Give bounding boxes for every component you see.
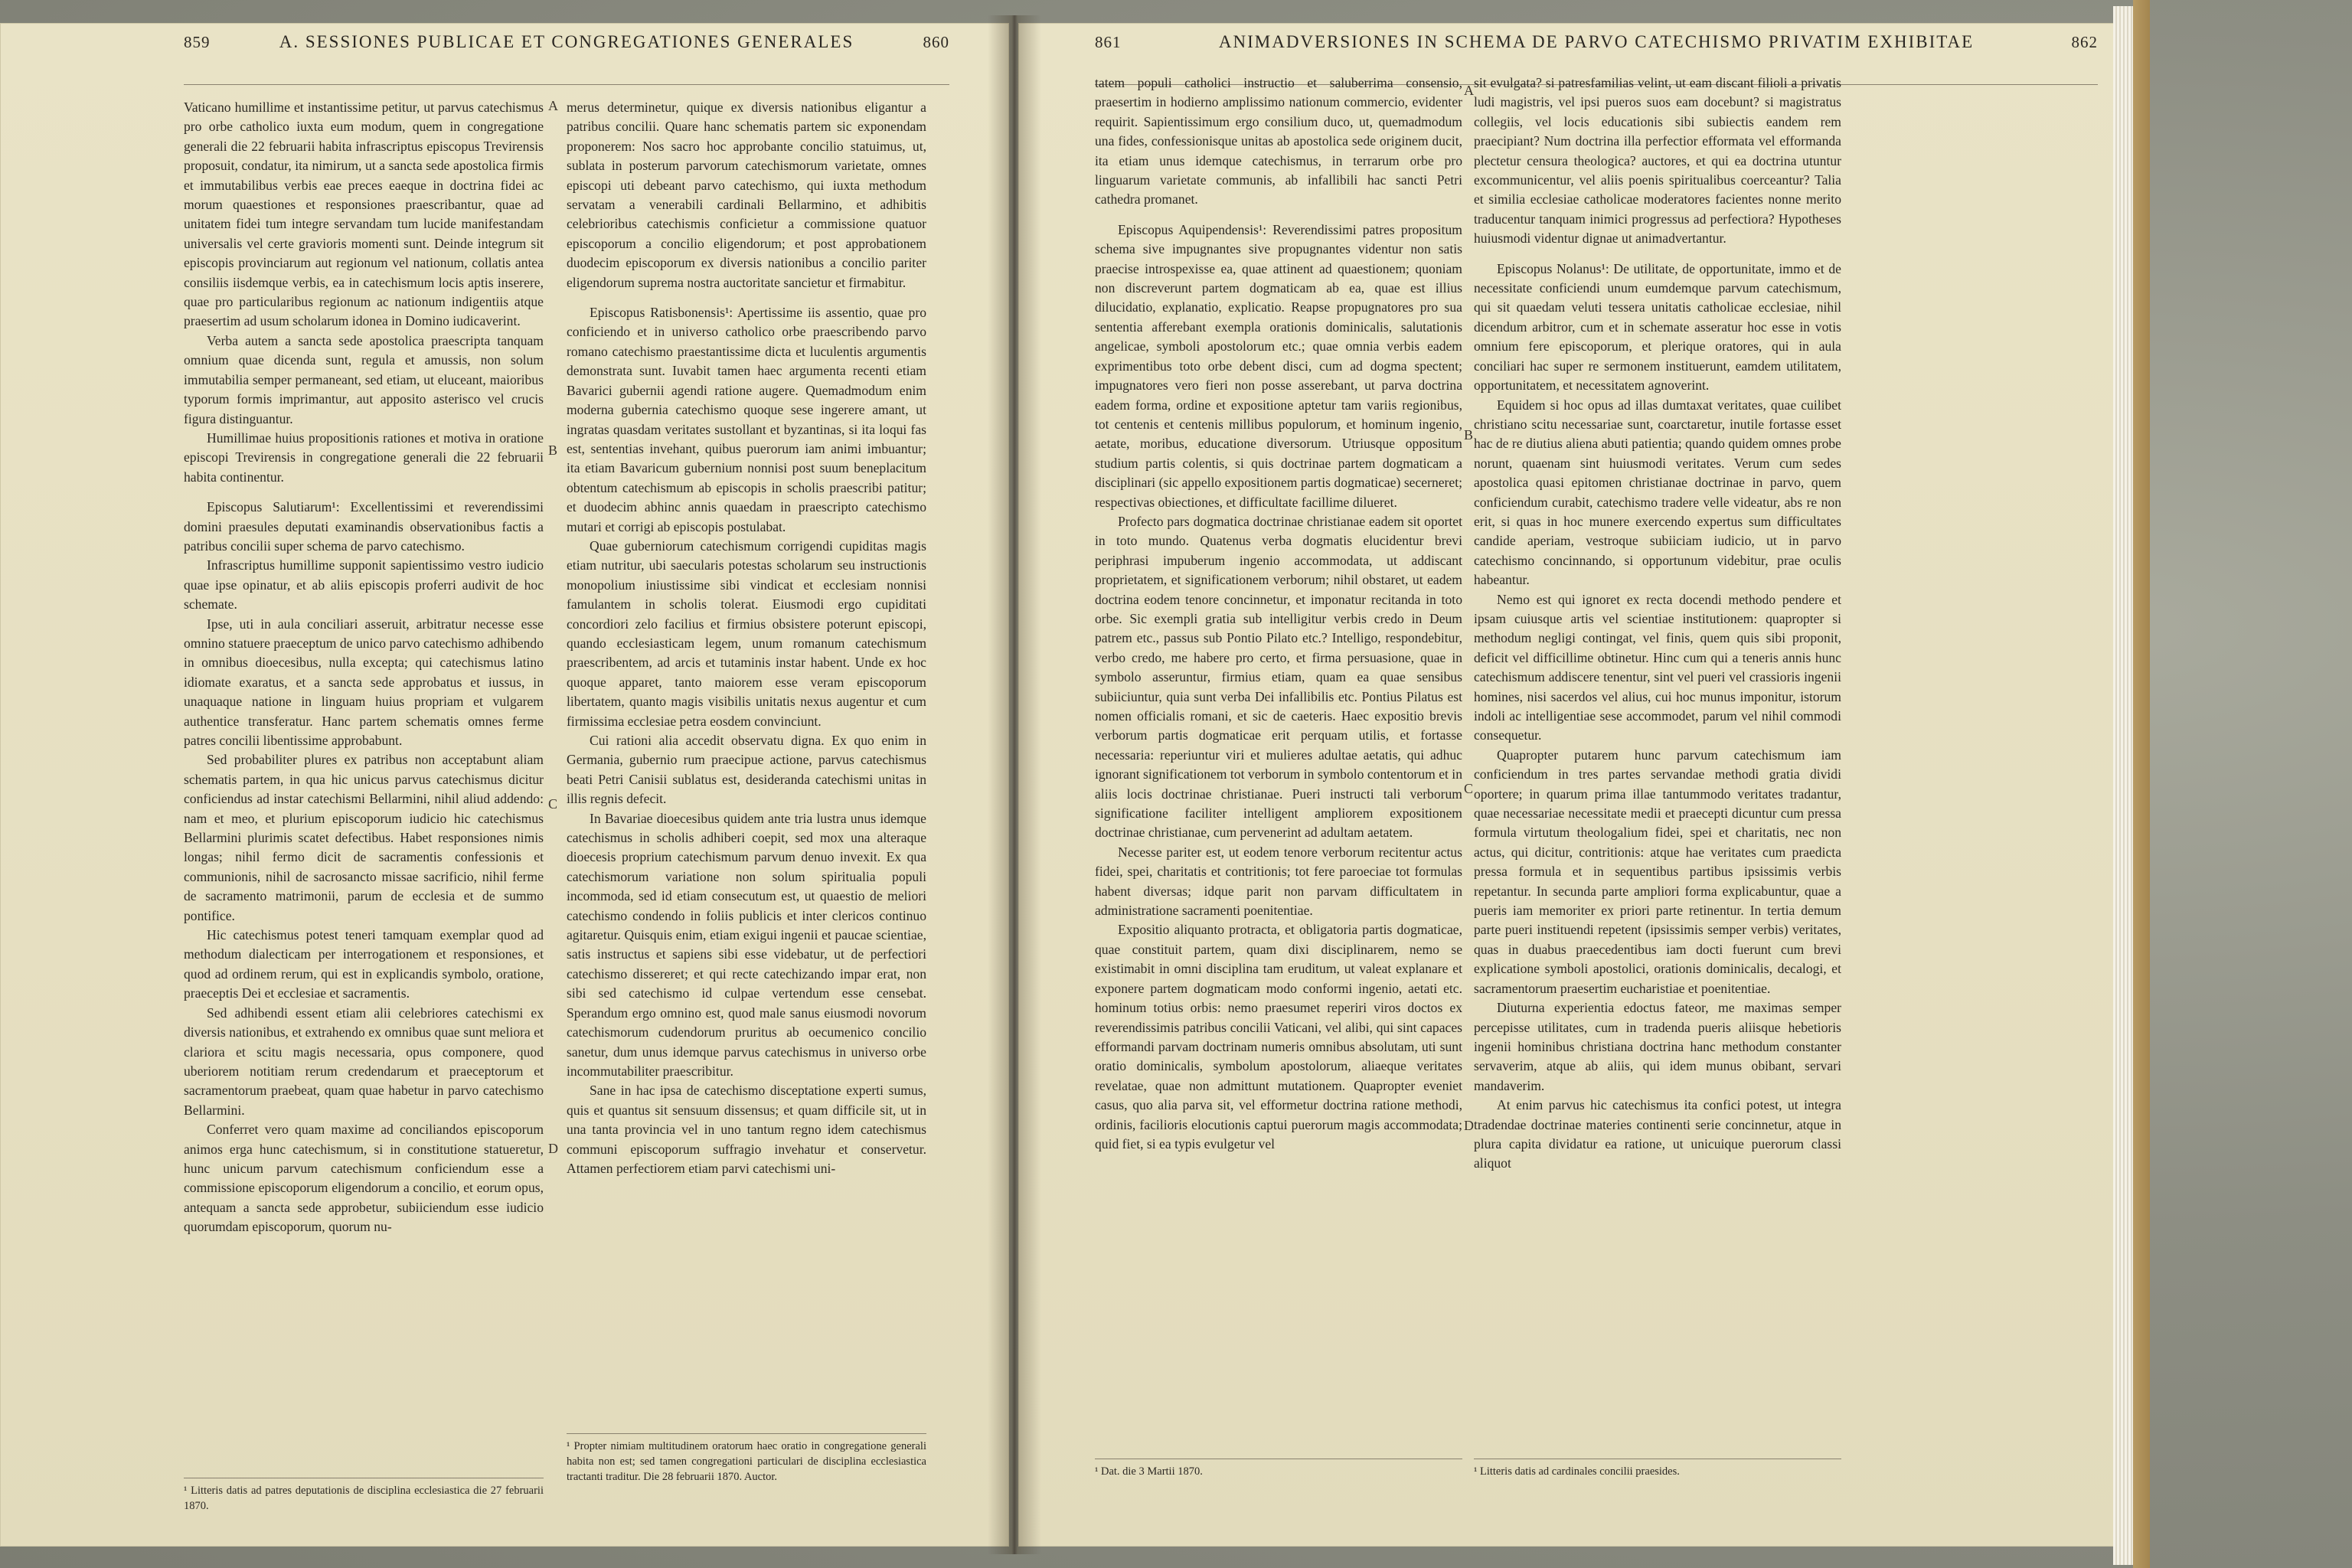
book-gutter bbox=[988, 15, 1041, 1554]
paragraph: Expositio aliquanto protracta, et obligatoria partis dogmaticae, quae constituit partem, quam dixi disciplinarem, nemo se existimabit in omni disciplina tam eruditum, ut valeat explanare et exponere partem dogmaticam modo conformi ingenio, aetati etc. hominum totius orbis: nemo praesumet reperiri viros doctos ex reverendissimis patribus concilii Vaticani, vel alibi, qui sint capaces efformandi parvam doctrinam numeris omnibus absolutam, uti sunt oratio dominicalis, symbolum apostolorum, aliaeque veritates revelatae, quae non admittunt mutationem. Quapropter eveniet casus, quo alia parva sit, vel efformetur doctrina ratione methodi, ordinis, facilioris elocutionis captui puerorum magis accommodata; quid fiet, si ea typis evulgetur vel bbox=[1095, 922, 1462, 1152]
text-column-2 bbox=[567, 98, 926, 1178]
footnote bbox=[1095, 1459, 1462, 1479]
text-column-3 bbox=[1095, 74, 1462, 1154]
paragraph: In Bavariae dioecesibus quidem ante tria lustra unus idemque catechismus in scholis adhiberi coepit, sed mox una alteraque dioecesis proprium catechismum parvum denuo invexit. Ex qua catechismorum variatione non solum spiritualia populi incommoda, sed id etiam consecutum est, ut quaestio de meliori catechismo condendo in foliis publicis et inter clericos continuo agitaretur. Quisquis enim, etiam exigui ingenii et paucae scientiae, satis instructus et sapiens sibi esse videbatur, ut de perfectiori catechismo dissereret; et qui recte catechizando impar erat, non sibi sed catechismo id culpae vertendum esse censebat. Sperandum ergo omnino est, quod male sanus eiusmodi novorum catechismorum cudendorum pruritus ab oecumenico concilio sanetur, dum unus idemque parvus catechismus in universo orbe incommutabiliter praescribitur. bbox=[567, 810, 926, 1079]
paragraph: Episcopus Aquipendensis¹: Reverendissimi patres propositum schema sive impugnantes sive propugnantes videntur non satis praecise introspexisse ea, quae attinent ad quaestionem; quoniam non discreverunt partem dogmaticam ab ea, quae est illius dilucidatio, explanatio, explicatio. Reapse propugnatores pro sua sententia afferebant exempla orationis dominicalis, salutationis angelicae, symboli apostolorum etc.; quae omnia verbis eadem exprimentibus toto orbe debent disci, cum ad dogma spectent; impugnatores vero fieri non posse asserebant, ut parva doctrina eadem forma, ordine et expositione aptetur tam variis regionibus, tot centenis et centenis millibus populorum, et hominum ingenio, aetate, moribus, educatione diversorum. Utriusque oppositum studium partis colentis, si quis doctrinae partem dogmaticam a disciplinari (sic appello expositionem partis dogmaticae) secerneret; respectivas obiectiones, et difficultate facillime dilueret. bbox=[1095, 221, 1462, 510]
margin-letter: C bbox=[548, 796, 558, 812]
paragraph: Ipse, uti in aula conciliari asseruit, arbitratur necesse esse omnino statuere praeceptum de unico parvo catechismo adhibendo in omnibus dioecesibus, nulla excepta; qui catechismus latino idiomate exaratus, et a sancta sede approbatus et iussus, in unaquaque natione in linguam huius propriam et vulgarem authentice transferatur. Hanc partem schematis omnes ferme patres concilii libentissime approbabunt. bbox=[184, 616, 544, 748]
paragraph: Cui rationi alia accedit observatu digna. Ex quo enim in Germania, gubernio rum praecipue actione, parvus catechismus beati Petri Canisii sublatus est, desideranda catechismi unitas in illis regnis defecit. bbox=[567, 733, 926, 807]
margin-letter: D bbox=[1464, 1118, 1474, 1133]
paragraph: Equidem si hoc opus ad illas dumtaxat veritates, quae cuilibet christiano scitu necessariae sunt, coarctaretur, inutile fortasse esset hac de re diutius aliena abuti patientia; quando quidem omnes probe norunt, quaenam sint huiusmodi veritates. Verum cum sedes apostolica quasi epitomen christianae doctrinae in parvo, quem conficiendum curabit, catechismo tradere velle videatur, abs re non erit, si quas in hoc munere exercendo expertus sum difficultates candide aperiam, vestroque subiiciam iudicio, ut in parvo catechismo concinnando, si opportunum videbitur, prae oculis habeantur. bbox=[1474, 397, 1841, 588]
page-number: 861 bbox=[1095, 33, 1122, 51]
text-column-1 bbox=[184, 98, 544, 1237]
book-cover-edge bbox=[2133, 0, 2150, 1568]
paragraph: Hic catechismus potest teneri tamquam exemplar quod ad methodum dialecticam per interrogationem et responsiones, et quod ad ordinem rerum, qui est in explicandis symbolo, oratione, praeceptis Dei et ecclesiae et sacramentis. bbox=[184, 927, 544, 1001]
paragraph: Verba autem a sancta sede apostolica praescripta tanquam omnium quae dicenda sunt, regula et amussis, non solum immutabilia semper permaneant, sed etiam, ut eluceant, maioribus typorum formis imprimantur, aut apposito asterisco vel crucis figura distinguantur. bbox=[184, 332, 544, 426]
left-running-head bbox=[184, 32, 949, 85]
paragraph: Nemo est qui ignoret ex recta docendi methodo pendere et ipsam cuiusque artis vel scientiae institutionem: quapropter si methodum negligi contingat, vel finis, quem quis sibi proponit, deficit vel difficillime obtinetur. Hinc cum qui a teneris annis hunc catechismum addiscere tenentur, sint vel pueri vel crassioris ingenii homines, nisi sacerdos vel alius, cui hoc munus imponitur, istorum indoli ac intelligentiae sese accommodet, parum vel nihil commodi consequetur. bbox=[1474, 591, 1841, 743]
paragraph: Episcopus Ratisbonensis¹: Apertissime iis assentio, quae pro conficiendo et in universo catholico orbe praescribendo parvo romano catechismo praestantissime dicta et luculentis argumentis demonstrata sunt. Iuvabit tamen haec argumenta recenti etiam Bavarici gubernii agendi ratione augere. Quemadmodum enim moderna gubernia catechismo quoque sese ingerere amant, ut ingratas quasdam veritates sustollant et byzantinas, si ita loqui fas est, sententias invehant, quibus puerorum iam animi imbuantur; ita etiam Bavaricum gubernium nonnisi post suum beneplacitum obtentum catechismum ab episcopis in scholis praescribi patitur; et duodecim abhinc annis quaedam in praescripto catechismo mutari et corrigi ab episcopis postulabat. bbox=[567, 305, 926, 534]
margin-letter: B bbox=[1464, 427, 1474, 443]
paragraph: Vaticano humillime et instantissime petitur, ut parvus catechismus pro orbe catholico iuxta eum modum, quem in congregatione generali die 22 februarii habita infrascriptus episcopus Trevirensis proposuit, condatur, ita nimirum, ut a sancta sede apostolica firmis et immutabilibus verbis eae preces eaeque in doctrina fidei ac morum quaestiones et responsiones praescribantur, quae ad unitatem fidei tum integre servandam tum lucide manifestandam universalis vel certe gravioris momenti sunt. Deinde integrum sit episcopis provinciarum aut regionum vel nationum, collatis antea consiliis iisdemque verbis, ea in catechismum locis aptis inserere, quae pro particularibus regionum ac nationum indigentiis atque praesertim ad usum scholarum idonea in Domino iudicaverint. bbox=[184, 100, 544, 329]
paragraph: Quae guberniorum catechismum corrigendi cupiditas magis etiam nutritur, ubi saecularis potestas scholarum seu instructionis monopolium iniustissime sibi vindicat et ecclesiam nonnisi famulantem in scholis tolerat. Eiusmodi ergo cupiditati concordiori zelo facilius et firmius obsistere poterunt episcopi, quando ecclesiasticam legem, unum romanum catechismum praescribentem, ad arcis et tutaminis instar habent. Unde ex hoc quoque apparet, tanto maiorem esse veram episcoporum libertatem, quanto magis visibilis unitatis nexus augentur et cum firmissima ecclesiae petra eosdem convinciunt. bbox=[567, 537, 926, 729]
paragraph: Infrascriptus humillime supponit sapientissimo vestro iudicio quae ipse opinatur, et ab aliis episcopis proferri audivit de hoc schemate. bbox=[184, 557, 544, 612]
page-number: 859 bbox=[184, 33, 211, 51]
paragraph: Episcopus Nolanus¹: De utilitate, de opportunitate, immo et de necessitate conficiendi unum eumdemque parvum catechismum, qui sit quaedam veluti tessera unitatis catholicae ecclesiae, nihil dicendum arbitror, cum et in schemate asseratur hoc esse in votis omnium fere episcoporum, et plerique oratores, qui in aula conciliari hac super re sermonem instituerunt, eamdem utilitatem, opportunitatem, et necessitatem agnoverint. bbox=[1474, 260, 1841, 394]
paragraph: tatem populi catholici instructio et saluberrima consensio, praesertim in hodierno amplissimo nationum commercio, evidenter requirit. Sapientissimum ergo consilium duco, ut, quemadmodum una fides, confessionisque unitas ab apostolica sede originem ducit, ita etiam unus idemque catechismus, in terrarum orbe pro linguarum varietate communis, ab infallibili hac sancti Petri cathedra promanet. bbox=[1095, 75, 1462, 207]
margin-letter: C bbox=[1464, 781, 1474, 796]
page-number: 860 bbox=[923, 33, 949, 51]
footnote-text: ¹ Litteris datis ad cardinales concilii praesides. bbox=[1474, 1465, 1680, 1478]
footnote bbox=[184, 1478, 544, 1514]
margin-letter: A bbox=[548, 98, 558, 113]
paragraph: Sed adhibendi essent etiam alii celebriores catechismi ex diversis nationibus, et extrahendo ex omnibus quae sunt meliora et clariora et scitu magis necessaria, opus componere, quod uberiorem notitiam rerum credendarum et praeceptorum et sacramentorum praebeat, quam quae habetur in parvo catechismo Bellarmini. bbox=[184, 1004, 544, 1118]
page-number: 862 bbox=[2071, 33, 2098, 51]
margin-letter: D bbox=[548, 1141, 558, 1156]
paragraph: Necesse pariter est, ut eodem tenore verborum recitentur actus fidei, spei, charitatis et contritionis; tot fere paroeciae tot formulas habent diversas; idque parit non parvam difficultatem in administratione sacramenti poenitentiae. bbox=[1095, 844, 1462, 919]
paragraph: Humillimae huius propositionis rationes et motiva in oratione episcopi Trevirensis in congregatione generali die 22 februarii habita continentur. bbox=[184, 430, 544, 485]
paragraph: Sed probabiliter plures ex patribus non acceptabunt aliam schematis partem, in qua hic unicus parvus catechismus dicitur conficiendus ad instar catechismi Bellarmini, nihil aliud addendo: nam et meo, et plurium episcoporum iudicio hic catechismus Bellarmini plurimis scatet defectibus. Habet responsiones nimis longas; nihil fermo dicit de sacramentis confessionis et communionis, nihil de sacrosancto missae sacrificio, nihil ferme de sacramento matrimonii, parum de ecclesia et de summo pontifice. bbox=[184, 752, 544, 923]
margin-letter: A bbox=[1464, 83, 1474, 98]
paragraph: Episcopus Salutiarum¹: Excellentissimi et reverendissimi domini praesules deputati examinandis observationibus factis a patribus concilii super schema de parvo catechismo. bbox=[184, 499, 544, 554]
running-title: ANIMADVERSIONES IN SCHEMA DE PARVO CATECHISMO PRIVATIM EXHIBITAE bbox=[1218, 32, 1975, 51]
paragraph: merus determinetur, quique ex diversis nationibus eligantur a patribus concilii. Quare hanc schematis partem sic exponendam proponerem: Nos sacro hoc approbante concilio statuimus, ut, sublata in posterum parvorum catechismorum varietate, omnes episcopi uti debeant parvo catechismo, qui iuxta methodum servatam a venerabili cardinali Bellarmino, et adhibitis celebrioribus catechismis conficietur a commissione quatuor episcoporum a concilio eligendorum; et post approbationem duodecim episcoporum ex diversis nationibus a concilio pariter eligendorum suprema nostra auctoritate sancietur et firmabitur. bbox=[567, 100, 926, 290]
margin-letter: B bbox=[548, 443, 558, 458]
running-title: A. SESSIONES PUBLICAE ET CONGREGATIONES GENERALES bbox=[279, 32, 854, 51]
paragraph: Sane in hac ipsa de catechismo disceptatione experti sumus, quis et quantus sit sensuum dissensus; et quam difficile sit, ut in una tanta provincia vel in uno tantum regno idem catechismus communi episcoporum suffragio invehatur et conservetur. Attamen perfectiorem etiam parvi catechismi uni- bbox=[567, 1083, 926, 1176]
paragraph: At enim parvus hic catechismus ita confici potest, ut integra tradendae doctrinae materies continenti serie concinnetur, atque in plura capita dividatur ea ratione, ut unicuique puerorum classi aliquot bbox=[1474, 1097, 1841, 1171]
footnote bbox=[567, 1433, 926, 1485]
footnote-text: ¹ Litteris datis ad patres deputationis de disciplina ecclesiastica die 27 februarii 1870. bbox=[184, 1485, 544, 1512]
paragraph: Conferret vero quam maxime ad conciliandos episcoporum animos erga hunc catechismum, si in constitutione statueretur, hunc unicum parvum catechismum conficiendum esse a commissione episcoporum eligendorum a concilio, et eorum opus, antequam a sancta sede approbetur, subiiciendum esse iudicio quorumdam episcoporum, quorum nu- bbox=[184, 1122, 544, 1235]
paragraph: Profecto pars dogmatica doctrinae christianae eadem sit oportet in toto mundo. Quatenus verba dogmatis elucidentur brevi periphrasi impuberum ingenio accommodata, ut addiscant proprietatem, et significationem verborum; nihil obstaret, ut eadem doctrina eodem tenore concinnetur, et imponatur recitanda in toto orbe. Sic exempli gratia sub intelligitur verbis credo in Deum patrem etc., passus sub Pontio Pilato etc.? Intelligo, respondebitur, verbo credo, me habere pro certo, et firma persuasione, quae in symbolo asseruntur, firmius etiam, quam ea quae sensibus subiiciuntur, quia sunt verba Dei infallibilis etc. Pontius Pilatus est nomen officialis romani, et sic de caeteris. Haec expositio brevis verborum partis dogmaticae erit perquam utilis, et fortasse necessaria: reperiuntur viri et mulieres adultae aetatis, qui adhuc ignorant significationem tot verborum in symbolo contentorum et in aliis locis doctrinae christianae. Pueri instructi tali verborum significatione faciliter intelligent ampliorem expositionem doctrinae christianae, cum pervenerint ad adultam aetatem. bbox=[1095, 513, 1462, 841]
paragraph: sit evulgata? si patresfamilias velint, ut eam discant filioli a privatis ludi magistris, vel ipsi pueros suos eam docebunt? si magistratus collegiis, vel locis educationis sibi subiectis eandem rem praecipiant? Num doctrina illa perfectior efformata vel efformanda plectetur censura theologica? auctores, et qui ea doctrina utuntur excommunicentur, vel aliis poenis spiritualibus coerceantur? Talia et similia ecclesiae catholicae moderatores facientes nonne merito traducentur tanquam inimici progressus ad perfectiora? Hypotheses huiusmodi videntur dignae ut animadvertantur. bbox=[1474, 75, 1841, 247]
footnote-text: ¹ Dat. die 3 Martii 1870. bbox=[1095, 1465, 1203, 1478]
footnote bbox=[1474, 1459, 1841, 1479]
footnote-text: ¹ Propter nimiam multitudinem oratorum haec oratio in congregatione generali habita non est; sed tamen congregationi particulari de disciplina ecclesiastica tractanti traditur. Die 28 februarii 1870. Auctor. bbox=[567, 1440, 926, 1483]
text-column-4 bbox=[1474, 74, 1841, 1174]
paragraph: Quapropter putarem hunc parvum catechismum iam conficiendum in tres partes servandae methodi gratia dividi oportere; in quarum prima illae tantummodo veritates tradantur, quae necessariae necessitate medii et praecepti dicuntur cum pressa formula virtutum theologalium fidei, spei et charitatis, nec non actus, qui dicitur, contritionis: atque hae veritates cum praedicta pressa formula et in sequentibus partibus ipsissimis verbis repetantur. In secunda parte ampliori forma explicabuntur, quae a pueris iam memoriter ex priori parte retinentur. In tertia demum parte pueri instituendi repetent (ipsissimis semper verbis) veritates, quas in duabus praecedentibus iam docti fuerunt cum brevi explicatione symboli apostolici, orationis dominicalis, decalogi, et sacramentorum praesertim eucharistiae et poenitentiae. bbox=[1474, 746, 1841, 996]
paragraph: Diuturna experientia edoctus fateor, me maximas semper percepisse utilitates, cum in tradenda pueris aliisque hebetioris ingenii hominibus christiana doctrina hanc methodum constanter servaverim, atque ab aliis, qui idem munus obibant, servari mandaverim. bbox=[1474, 1000, 1841, 1093]
